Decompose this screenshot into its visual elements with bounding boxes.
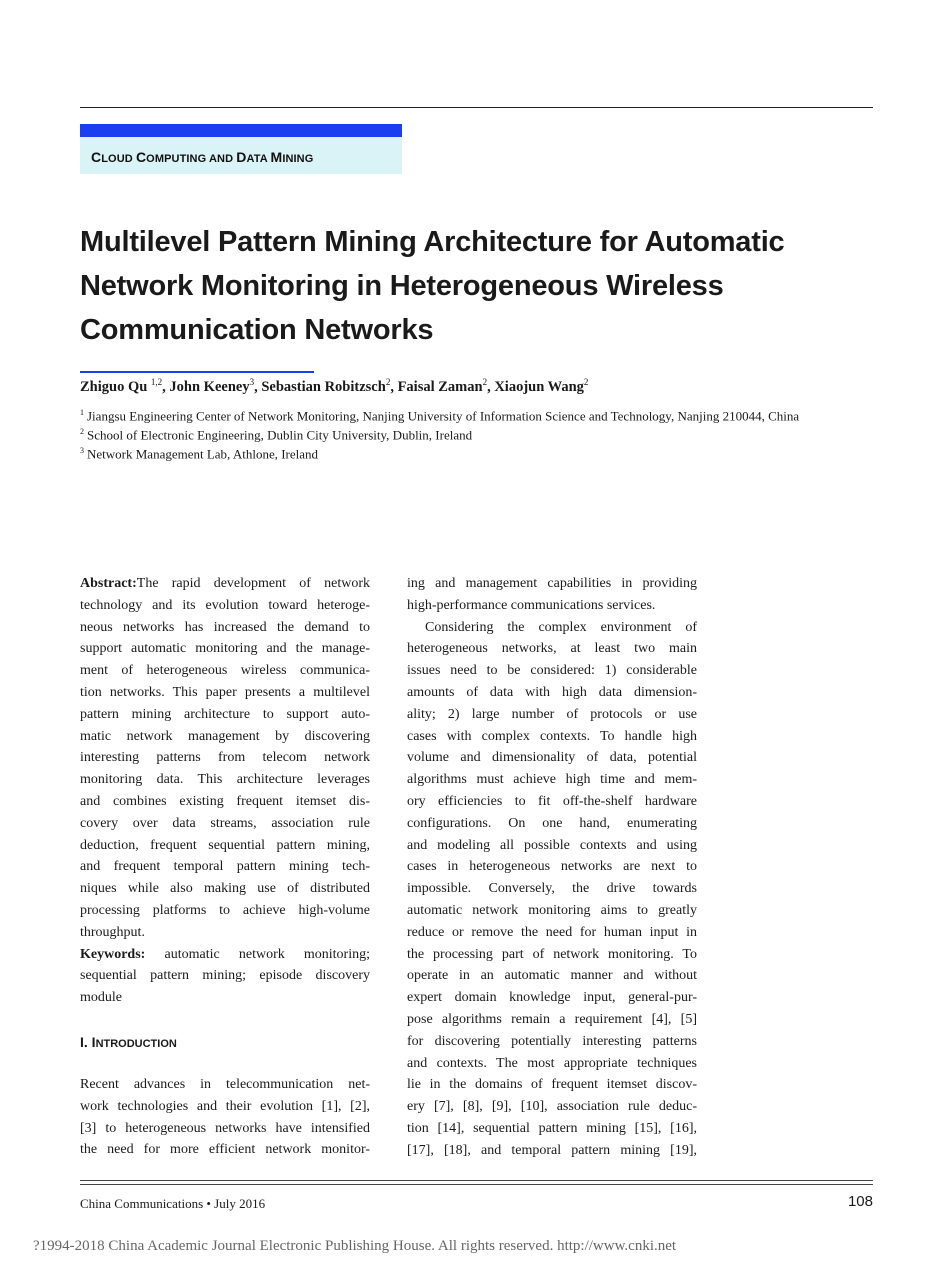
journal-footer: China Communications • July 2016	[80, 1196, 266, 1211]
text-line: algorithms must achieve high time and mem-	[407, 772, 697, 788]
text-line: automatic network monitoring aims to greatly	[407, 902, 697, 918]
text-line: sequential pattern mining; episode discovery	[80, 968, 370, 984]
text-line: niques while also making use of distributed	[80, 881, 370, 897]
text-line: the processing part of network monitoring. To	[407, 946, 697, 962]
text-line: and frequent temporal pattern mining tech-	[80, 859, 370, 875]
copyright-notice: ?1994-2018 China Academic Journal Electronic Publishing House. All rights reserved. http://www.cnki.net	[33, 1238, 677, 1254]
text-line: and modeling all possible contexts and using	[407, 837, 697, 853]
category-accent-bar	[80, 124, 402, 137]
abstract-block	[80, 573, 370, 1009]
footer-rule	[80, 1180, 873, 1181]
affiliation-3: $^3$ Network Management Lab, Athlone, Ireland	[80, 446, 319, 462]
footer-rule	[80, 1184, 873, 1185]
text-line: neous networks has increased the demand to	[80, 619, 370, 635]
author-rule	[80, 371, 314, 373]
text-line: tion networks. This paper presents a multilevel	[80, 684, 370, 700]
text-line: monitoring data. This architecture leverages	[80, 772, 370, 788]
title-line: Network Monitoring in Heterogeneous Wireless	[80, 270, 724, 302]
author-list: Zhiguo Qu $^{1,2}$, John Keeney$^3$, Sebastian Robitzsch$^2$, Faisal Zaman$^2$, Xiaojun Wang$^2$	[80, 377, 589, 395]
text-line: ing and management capabilities in providing	[407, 576, 697, 591]
text-line: pose algorithms remain a requirement [4], [5]	[407, 1011, 697, 1027]
top-rule	[80, 107, 873, 108]
text-line: volume and dimensionality of data, potential	[407, 750, 697, 766]
text-line: and contexts. The most appropriate techniques	[407, 1055, 697, 1071]
text-line: the need for more efficient network monitor-	[80, 1142, 370, 1158]
text-line: interesting patterns from telecom network	[80, 750, 370, 766]
text-line: cases with complex contexts. To handle high	[407, 728, 697, 744]
affiliation-1: $^1$ Jiangsu Engineering Center of Network Monitoring, Nanjing University of Information Science and Technology, Nanjing 210044, China	[80, 408, 800, 424]
text-line: amounts of data with high data dimension-	[407, 684, 697, 700]
category-label: CLOUD COMPUTING AND DATA MINING	[91, 149, 314, 165]
paper-title	[80, 220, 880, 352]
text-line: [17], [18], and temporal pattern mining [19],	[407, 1142, 697, 1158]
text-line: tion [14], sequential pattern mining [15], [16],	[407, 1120, 697, 1136]
text-line: covery over data streams, association rule	[80, 815, 370, 831]
affiliation-2: $^2$ School of Electronic Engineering, Dublin City University, Dublin, Ireland	[80, 427, 473, 443]
text-line: matic network management by discovering	[80, 728, 370, 744]
text-line: processing platforms to achieve high-volume	[80, 902, 370, 918]
text-line: ality; 2) large number of protocols or use	[407, 706, 697, 722]
text-line: reduce or remove the need for human input in	[407, 924, 697, 940]
text-line: ment of heterogeneous wireless communica-	[80, 663, 370, 679]
text-line: ery [7], [8], [9], [10], association rule deduc-	[407, 1099, 697, 1115]
text-line: technology and its evolution toward heteroge-	[80, 597, 370, 613]
text-line: heterogeneous networks, at least two main	[407, 641, 697, 657]
section-heading-introduction: I. INTRODUCTION	[80, 1034, 177, 1050]
text-line: module	[80, 990, 122, 1006]
text-line: cases in heterogeneous networks are next to	[407, 859, 697, 875]
text-line: lie in the domains of frequent itemset discov-	[407, 1077, 697, 1093]
text-line: impossible. Conversely, the drive towards	[407, 881, 697, 897]
text-line: throughput.	[80, 924, 145, 940]
text-line: Considering the complex environment of	[425, 619, 697, 635]
introduction-text	[80, 1074, 370, 1161]
text-line: [3] to heterogeneous networks have intensified	[80, 1120, 370, 1136]
text-line: expert domain knowledge input, general-pur-	[407, 990, 697, 1006]
text-line: support automatic monitoring and the manage-	[80, 641, 370, 657]
right-column-text	[407, 573, 697, 1162]
text-line: work technologies and their evolution [1], [2],	[80, 1098, 370, 1114]
text-line: pattern mining architecture to support auto-	[80, 706, 370, 722]
keywords: Keywords: automatic network monitoring;	[80, 946, 370, 962]
title-line: Multilevel Pattern Mining Architecture for Automatic	[80, 226, 785, 258]
text-line: issues need to be considered: 1) considerable	[407, 663, 697, 679]
text-line: for discovering potentially interesting patterns	[407, 1033, 697, 1049]
text-line: high-performance communications services.	[407, 597, 656, 613]
text-line: and combines existing frequent itemset dis-	[80, 793, 370, 809]
text-line: operate in an automatic manner and without	[407, 968, 697, 984]
page-number: 108	[847, 1193, 873, 1210]
text-line: ory efficiencies to fit off-the-shelf hardware	[407, 793, 697, 809]
text-line: configurations. On one hand, enumerating	[407, 815, 697, 831]
text-line: Abstract:The rapid development of network	[80, 576, 370, 591]
text-line: deduction, frequent sequential pattern mining,	[80, 837, 370, 853]
text-line: Recent advances in telecommunication net-	[80, 1077, 370, 1092]
title-line: Communication Networks	[80, 314, 434, 346]
